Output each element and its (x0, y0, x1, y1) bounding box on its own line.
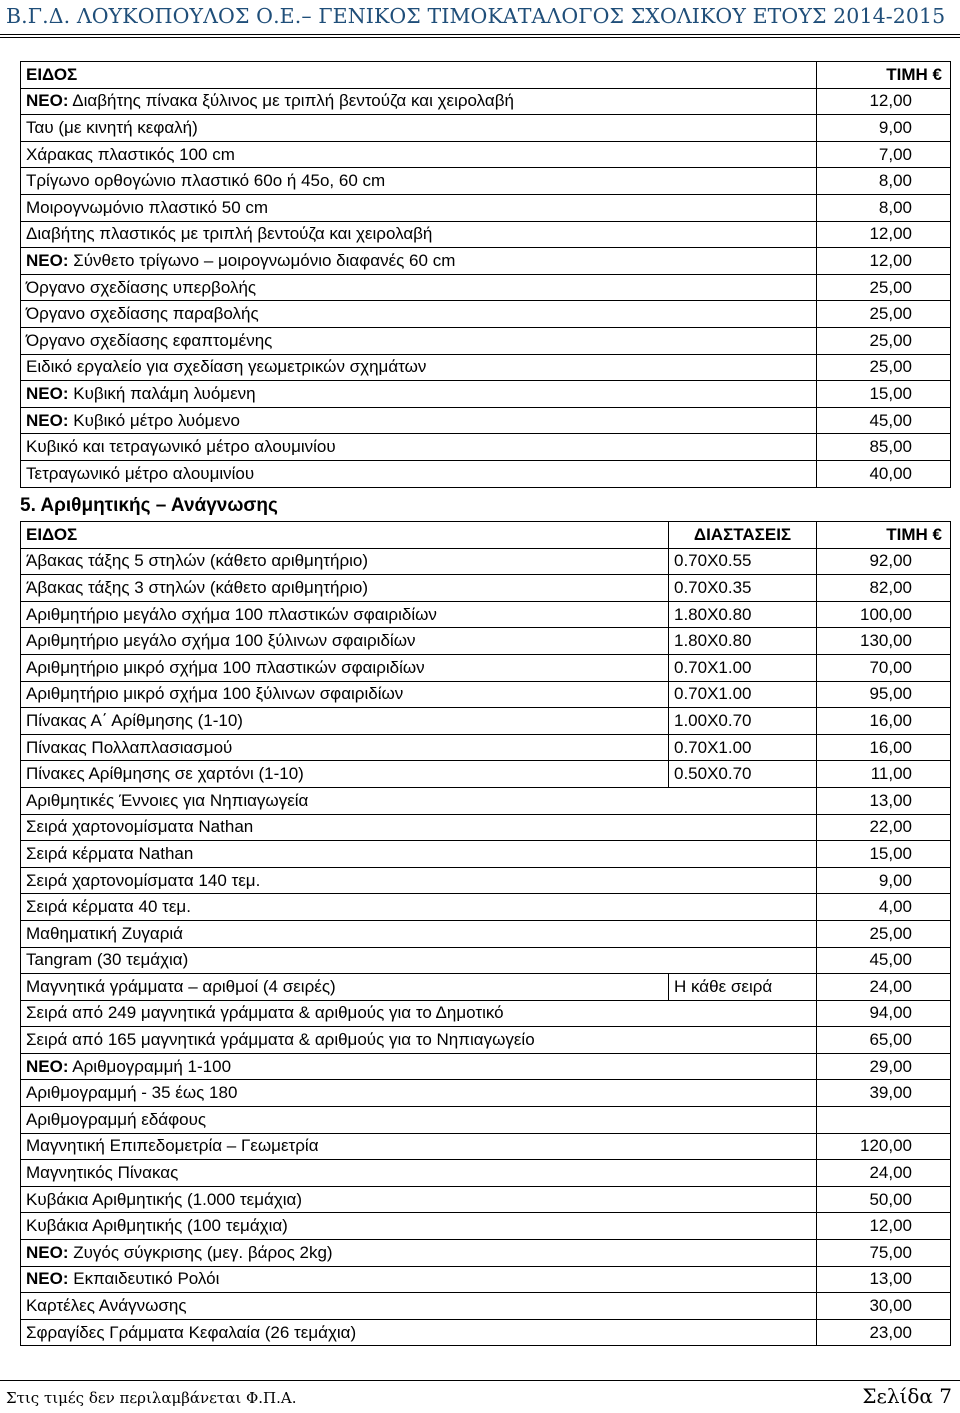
item-name (21, 194, 817, 221)
table-row (21, 681, 951, 708)
new-badge: ΝΕΟ: (26, 1056, 69, 1076)
table-row (21, 168, 951, 195)
item-price: 39,00 (817, 1080, 951, 1107)
item-name (21, 1213, 817, 1240)
item-label: Μοιρογνωμόνιο πλαστικό 50 cm (26, 197, 269, 217)
table-row (21, 1160, 951, 1187)
item-price: 8,00 (817, 194, 951, 221)
item-label: Σειρά χαρτονομίσματα Nathan (26, 817, 254, 837)
item-dimensions: 1.80Χ0.80 (669, 628, 817, 655)
item-name (21, 654, 669, 681)
item-label: Καρτέλες Ανάγνωσης (26, 1296, 187, 1316)
item-price: 25,00 (817, 327, 951, 354)
table-row (21, 1266, 951, 1293)
item-price: 11,00 (817, 761, 951, 788)
table-row (21, 947, 951, 974)
table-row (21, 894, 951, 921)
item-price: 16,00 (817, 734, 951, 761)
item-label: Διαβήτης πίνακα ξύλινος με τριπλή βεντούζα και χειρολαβή (72, 91, 514, 111)
item-label: Μαγνητικά γράμματα – αριθμοί (4 σειρές) (26, 976, 336, 996)
item-name (21, 460, 817, 487)
new-badge: ΝΕΟ: (26, 1269, 69, 1289)
item-name (21, 274, 817, 301)
item-price: 85,00 (817, 434, 951, 461)
item-label: Κυβάκια Αριθμητικής (100 τεμάχια) (26, 1216, 288, 1236)
item-label: Σφραγίδες Γράμματα Κεφαλαία (26 τεμάχια) (26, 1322, 357, 1342)
item-price: 40,00 (817, 460, 951, 487)
item-dimensions: 0.70Χ0.55 (669, 548, 817, 575)
table-row (21, 814, 951, 841)
table-row (21, 708, 951, 735)
table-row (21, 1000, 951, 1027)
item-price: 100,00 (817, 601, 951, 628)
item-name (21, 814, 817, 841)
table-row (21, 1053, 951, 1080)
item-label: Αριθμητήριο μεγάλο σχήμα 100 ξύλινων σφαιριδίων (26, 631, 416, 651)
item-name (21, 681, 669, 708)
item-name (21, 974, 669, 1001)
item-name (21, 628, 669, 655)
item-price: 4,00 (817, 894, 951, 921)
item-dimensions: 1.80Χ0.80 (669, 601, 817, 628)
item-name (21, 221, 817, 248)
item-price: 120,00 (817, 1133, 951, 1160)
item-label: Tangram (30 τεμάχια) (26, 950, 189, 970)
table-row (21, 301, 951, 328)
new-badge: ΝΕΟ: (26, 91, 69, 111)
item-price: 75,00 (817, 1240, 951, 1267)
item-name (21, 301, 817, 328)
item-price: 7,00 (817, 141, 951, 168)
item-label: Όργανο σχεδίασης υπερβολής (26, 277, 257, 297)
item-name (21, 1293, 817, 1320)
table-row (21, 548, 951, 575)
item-price: 15,00 (817, 841, 951, 868)
item-price: 65,00 (817, 1027, 951, 1054)
item-label: Σειρά από 165 μαγνητικά γράμματα & αριθμούς για το Νηπιαγωγείο (26, 1030, 535, 1050)
item-price: 45,00 (817, 407, 951, 434)
item-name (21, 841, 817, 868)
item-price: 22,00 (817, 814, 951, 841)
item-label: Πίνακες Αρίθμησης σε χαρτόνι (1-10) (26, 764, 304, 784)
item-label: Μαγνητική Επιπεδομετρία – Γεωμετρία (26, 1136, 319, 1156)
table-row (21, 1107, 951, 1134)
item-dimensions: Η κάθε σειρά (669, 974, 817, 1001)
table-row (21, 1240, 951, 1267)
item-price: 45,00 (817, 947, 951, 974)
item-name (21, 88, 817, 115)
table-row (21, 221, 951, 248)
item-price: 9,00 (817, 867, 951, 894)
column-header-item: ΕΙΔΟΣ (21, 522, 669, 549)
item-label: Κυβικό και τετραγωνικό μέτρο αλουμινίου (26, 437, 336, 457)
item-label: Ταυ (με κινητή κεφαλή) (26, 117, 198, 137)
item-name (21, 1160, 817, 1187)
item-price: 24,00 (817, 1160, 951, 1187)
item-price: 15,00 (817, 381, 951, 408)
column-header-price: ΤΙΜΗ € (817, 522, 951, 549)
item-name (21, 434, 817, 461)
item-name (21, 248, 817, 275)
table-row (21, 920, 951, 947)
item-dimensions: 0.70Χ1.00 (669, 654, 817, 681)
item-label: Ζυγός σύγκρισης (μεγ. βάρος 2kg) (73, 1242, 333, 1262)
table-row (21, 734, 951, 761)
table-row (21, 787, 951, 814)
item-label: Τρίγωνο ορθογώνιο πλαστικό 60ο ή 45ο, 60 cm (26, 171, 386, 191)
table-row (21, 274, 951, 301)
new-badge: ΝΕΟ: (26, 410, 69, 430)
item-price (817, 1107, 951, 1134)
item-name (21, 1266, 817, 1293)
table-header-row (21, 62, 951, 89)
page-number: Σελίδα 7 (862, 1384, 952, 1408)
item-dimensions: 1.00Χ0.70 (669, 708, 817, 735)
item-label: Μαθηματική Ζυγαριά (26, 923, 183, 943)
item-price: 94,00 (817, 1000, 951, 1027)
table-row (21, 381, 951, 408)
item-name (21, 1186, 817, 1213)
column-header-price: ΤΙΜΗ € (817, 62, 951, 89)
item-dimensions: 0.70Χ1.00 (669, 734, 817, 761)
table-row (21, 407, 951, 434)
item-dimensions: 0.70Χ0.35 (669, 575, 817, 602)
item-name (21, 327, 817, 354)
table-row (21, 628, 951, 655)
item-name (21, 708, 669, 735)
new-badge: ΝΕΟ: (26, 383, 69, 403)
item-name (21, 1080, 817, 1107)
item-label: Αριθμογραμμή 1-100 (72, 1056, 232, 1076)
item-price: 23,00 (817, 1319, 951, 1346)
item-price: 12,00 (817, 88, 951, 115)
table-row (21, 841, 951, 868)
item-name (21, 1319, 817, 1346)
item-price: 95,00 (817, 681, 951, 708)
table-row (21, 1080, 951, 1107)
item-name (21, 1133, 817, 1160)
item-label: Κυβική παλάμη λυόμενη (73, 383, 256, 403)
item-price: 82,00 (817, 575, 951, 602)
item-price: 13,00 (817, 1266, 951, 1293)
item-name (21, 787, 817, 814)
item-price: 70,00 (817, 654, 951, 681)
table-header-row (21, 522, 951, 549)
item-label: Όργανο σχεδίασης παραβολής (26, 304, 259, 324)
column-header-dimensions: ΔΙΑΣΤΑΣΕΙΣ (669, 522, 817, 549)
item-label: Άβακας τάξης 3 στηλών (κάθετο αριθμητήριο) (26, 577, 369, 597)
table-row (21, 141, 951, 168)
table-row (21, 354, 951, 381)
vat-note: Στις τιμές δεν περιλαμβάνεται Φ.Π.Α. (6, 1389, 297, 1407)
item-label: Μαγνητικός Πίνακας (26, 1163, 179, 1183)
table-row (21, 88, 951, 115)
price-table-drawing (20, 61, 951, 488)
item-label: Σειρά κέρματα 40 τεμ. (26, 897, 191, 917)
table-row (21, 460, 951, 487)
table-row (21, 115, 951, 142)
item-price: 12,00 (817, 248, 951, 275)
item-name (21, 1027, 817, 1054)
header-divider (0, 34, 960, 38)
item-name (21, 407, 817, 434)
table-row (21, 575, 951, 602)
page-title: Β.Γ.Δ. ΛΟΥΚΟΠΟΥΛΟΣ Ο.Ε.– ΓΕΝΙΚΟΣ ΤΙΜΟΚΑΤΑΛΟΓΟΣ ΣΧΟΛΙΚΟΥ ΕΤΟΥΣ 2014-2015 (6, 4, 946, 28)
item-label: Σειρά από 249 μαγνητικά γράμματα & αριθμούς για το Δημοτικό (26, 1003, 504, 1023)
table-row (21, 327, 951, 354)
item-label: Σειρά χαρτονομίσματα 140 τεμ. (26, 870, 261, 890)
item-label: Αριθμητήριο μεγάλο σχήμα 100 πλαστικών σφαιριδίων (26, 604, 437, 624)
item-name (21, 1107, 817, 1134)
item-name (21, 601, 669, 628)
item-label: Εκπαιδευτικό Ρολόι (73, 1269, 220, 1289)
item-label: Σειρά κέρματα Nathan (26, 843, 194, 863)
item-price: 130,00 (817, 628, 951, 655)
item-name (21, 947, 817, 974)
item-price: 92,00 (817, 548, 951, 575)
item-label: Πίνακας Α΄ Αρίθμησης (1-10) (26, 710, 243, 730)
item-label: Ειδικό εργαλείο για σχεδίαση γεωμετρικών σχημάτων (26, 357, 427, 377)
item-price: 24,00 (817, 974, 951, 1001)
item-name (21, 168, 817, 195)
item-name (21, 761, 669, 788)
item-price: 25,00 (817, 274, 951, 301)
footer-divider (0, 1380, 960, 1381)
item-price: 8,00 (817, 168, 951, 195)
page-header (0, 0, 960, 40)
item-name (21, 1053, 817, 1080)
column-header-item: ΕΙΔΟΣ (21, 62, 817, 89)
item-name (21, 867, 817, 894)
item-name (21, 141, 817, 168)
new-badge: ΝΕΟ: (26, 1242, 69, 1262)
item-name (21, 575, 669, 602)
item-price: 12,00 (817, 221, 951, 248)
item-price: 16,00 (817, 708, 951, 735)
table-row (21, 1213, 951, 1240)
item-price: 13,00 (817, 787, 951, 814)
item-price: 25,00 (817, 354, 951, 381)
item-name (21, 354, 817, 381)
item-name (21, 920, 817, 947)
item-price: 25,00 (817, 301, 951, 328)
table-row (21, 1133, 951, 1160)
item-label: Χάρακας πλαστικός 100 cm (26, 144, 235, 164)
item-label: Αριθμογραμμή - 35 έως 180 (26, 1083, 238, 1103)
item-label: Κυβάκια Αριθμητικής (1.000 τεμάχια) (26, 1189, 303, 1209)
item-name (21, 115, 817, 142)
item-name (21, 1000, 817, 1027)
item-label: Κυβικό μέτρο λυόμενο (73, 410, 241, 430)
item-label: Άβακας τάξης 5 στηλών (κάθετο αριθμητήριο) (26, 551, 369, 571)
item-label: Αριθμογραμμή εδάφους (26, 1109, 207, 1129)
item-label: Όργανο σχεδίασης εφαπτομένης (26, 330, 273, 350)
table-row (21, 867, 951, 894)
table-row (21, 974, 951, 1001)
table-row (21, 1027, 951, 1054)
item-price: 12,00 (817, 1213, 951, 1240)
price-table-arithmetic (20, 521, 951, 1346)
item-name (21, 1240, 817, 1267)
item-price: 29,00 (817, 1053, 951, 1080)
new-badge: ΝΕΟ: (26, 250, 69, 270)
item-label: Τετραγωνικό μέτρο αλουμινίου (26, 463, 255, 483)
table-row (21, 1186, 951, 1213)
table-row (21, 248, 951, 275)
item-price: 50,00 (817, 1186, 951, 1213)
item-label: Σύνθετο τρίγωνο – μοιρογνωμόνιο διαφανές 60 cm (73, 250, 456, 270)
item-price: 25,00 (817, 920, 951, 947)
table-row (21, 654, 951, 681)
table-row (21, 601, 951, 628)
table-row (21, 1319, 951, 1346)
item-label: Αριθμητήριο μικρό σχήμα 100 πλαστικών σφαιριδίων (26, 657, 425, 677)
table-row (21, 761, 951, 788)
item-label: Αριθμητικές Έννοιες για Νηπιαγωγεία (26, 790, 309, 810)
item-label: Αριθμητήριο μικρό σχήμα 100 ξύλινων σφαιριδίων (26, 684, 404, 704)
item-name (21, 381, 817, 408)
section-title: 5. Αριθμητικής – Ανάγνωσης (20, 495, 278, 516)
item-label: Διαβήτης πλαστικός με τριπλή βεντούζα και χειρολαβή (26, 224, 433, 244)
table-row (21, 194, 951, 221)
table-row (21, 434, 951, 461)
item-price: 30,00 (817, 1293, 951, 1320)
item-name (21, 734, 669, 761)
item-dimensions: 0.70Χ1.00 (669, 681, 817, 708)
item-price: 9,00 (817, 115, 951, 142)
item-dimensions: 0.50Χ0.70 (669, 761, 817, 788)
item-name (21, 894, 817, 921)
item-label: Πίνακας Πολλαπλασιασμού (26, 737, 233, 757)
item-name (21, 548, 669, 575)
table-row (21, 1293, 951, 1320)
